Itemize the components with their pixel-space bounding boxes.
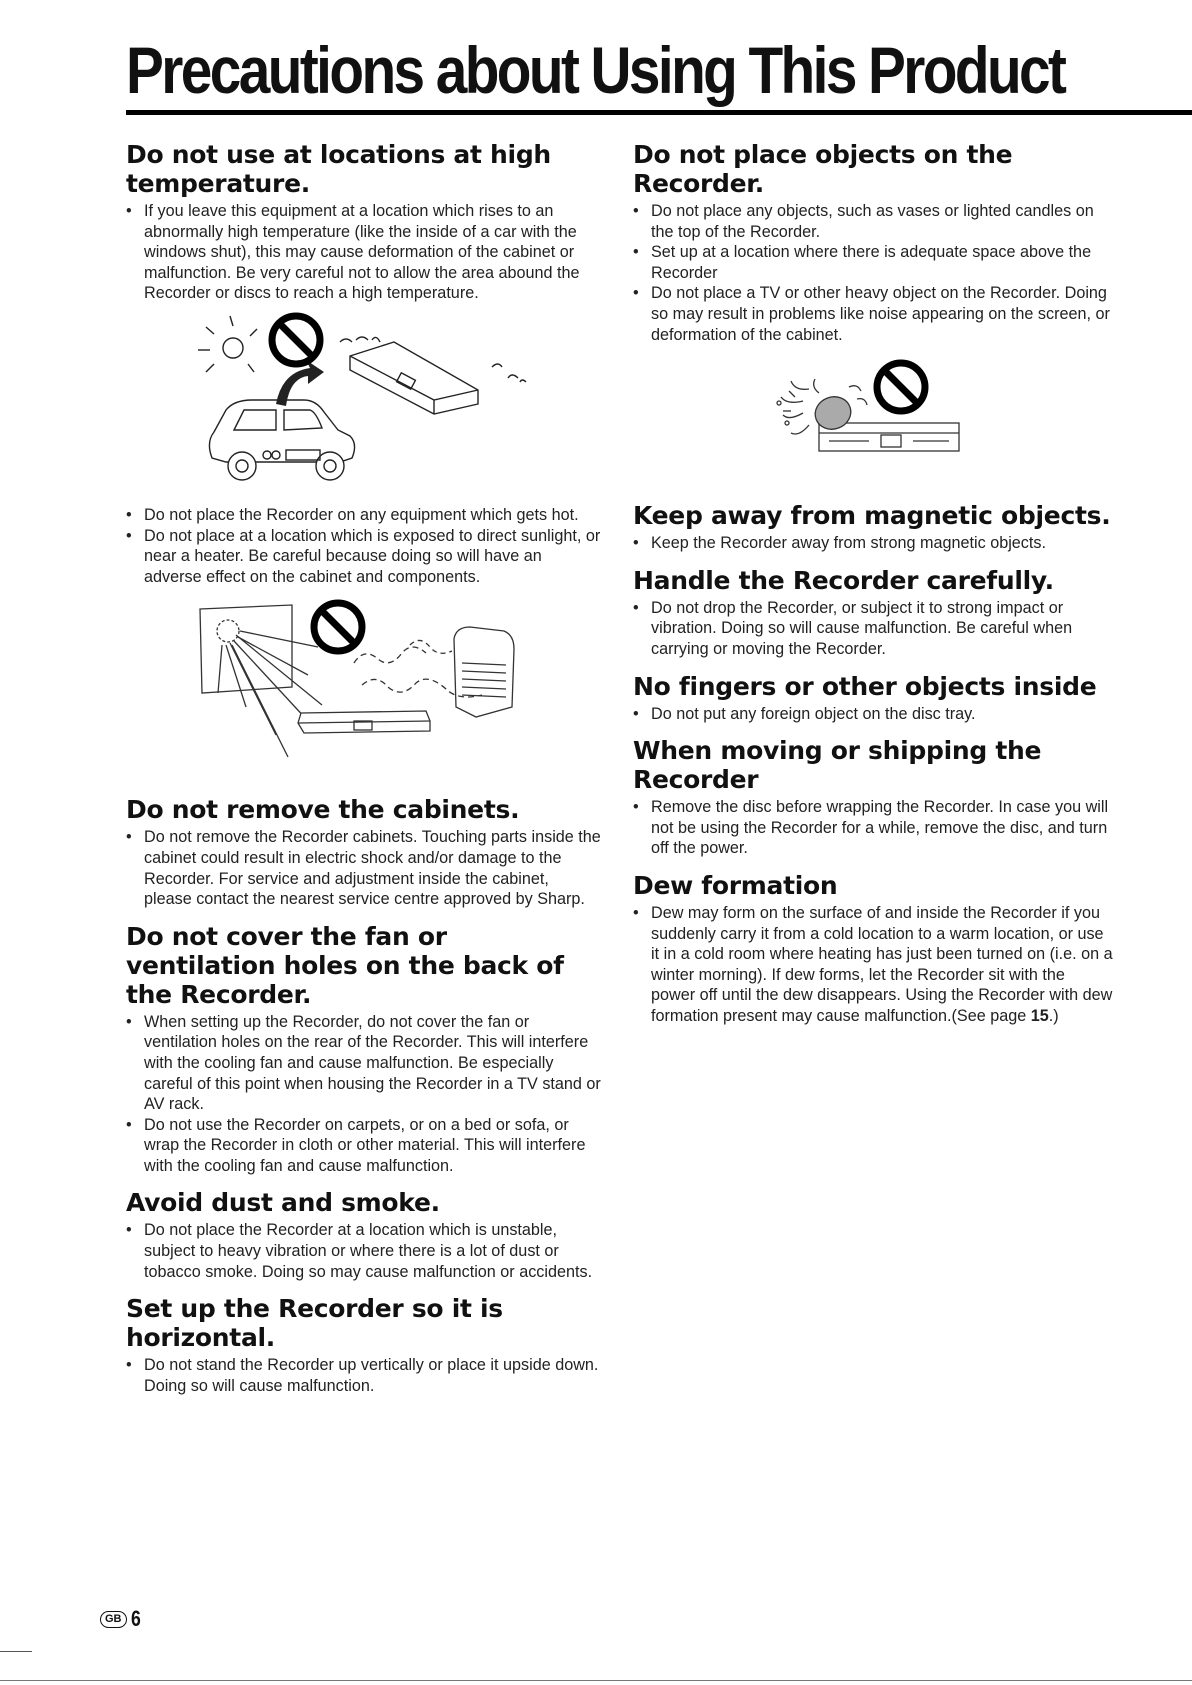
page-number: 6 [130, 1606, 141, 1631]
list-item: • Do not stand the Recorder up vertically or place it upside down. Doing so will cause malfunction. [126, 1356, 599, 1395]
car-sun-illustration [126, 312, 601, 497]
section-fingers [633, 672, 1113, 725]
list-item: • Do not use the Recorder on carpets, or on a bed or sofa, or wrap the Recorder in cloth or other material. This will interfere with the cooling fan and cause malfunction. [126, 1115, 586, 1175]
heading-objects: Do not place objects on the Recorder. [633, 140, 1013, 198]
bullet-list [126, 1012, 601, 1177]
heading-cabinets: Do not remove the cabinets. [126, 795, 520, 825]
bullet-list [633, 797, 1113, 859]
list-item: • Dew may form on the surface of and inside the Recorder if you suddenly carry it from a cold location to a warm location, or use it in a cold room where heating has just been turned on (i.e. on a winter morning). If dew forms, let the Recorder sit with the power off until the dew disappears. Using the Recorder with dew formation present may cause malfunction.(See page 15.) [633, 903, 1113, 1025]
section-horizontal [126, 1294, 601, 1396]
list-item: • Do not remove the Recorder cabinets. Touching parts inside the cabinet could result in electric shock and/or damage to the Recorder. For service and adjustment inside the cabinet, please contact the nearest service centre approved by Sharp. [126, 828, 601, 909]
bullet-list [126, 201, 601, 304]
list-item: • Set up at a location where there is adequate space above the Recorder [633, 243, 1092, 282]
list-item: • Do not place any objects, such as vases or lighted candles on the top of the Recorder. [633, 202, 1094, 241]
bullet-list [126, 1220, 601, 1282]
section-fan [126, 922, 601, 1177]
bullet-list [126, 827, 601, 909]
vase-on-recorder-illustration [633, 353, 1113, 471]
list-item: • Do not place the Recorder at a location which is unstable, subject to heavy vibration or where there is a lot of dust or tobacco smoke. Doing so may cause malfunction or accidents. [126, 1221, 593, 1281]
list-item: • Do not drop the Recorder, or subject it to strong impact or vibration. Doing so will cause malfunction. Be careful when carrying or moving the Recorder. [633, 598, 1073, 658]
list-item: • Do not place the Recorder on any equipment which gets hot. [126, 505, 579, 524]
section-cabinets [126, 795, 601, 909]
section-magnetic [633, 501, 1113, 554]
page-footer [100, 1606, 143, 1632]
list-item: • Do not place a TV or other heavy object on the Recorder. Doing so may result in problems like noise appearing on the screen, or deformation of the cabinet. [633, 284, 1110, 344]
list-item: • Do not place at a location which is exposed to direct sunlight, or near a heater. Be careful because doing so will have an adverse effect on the cabinet and components. [126, 526, 601, 586]
section-dew [633, 871, 1113, 1027]
left-column [126, 140, 601, 1396]
heading-magnetic: Keep away from magnetic objects. [633, 501, 1111, 531]
list-item: • Keep the Recorder away from strong magnetic objects. [633, 534, 1046, 553]
section-objects [633, 140, 1113, 471]
corner-rule [0, 1651, 32, 1652]
region-badge: GB [100, 1611, 127, 1628]
bullet-list [633, 533, 1113, 554]
heading-dew: Dew formation [633, 870, 838, 900]
heading-dust: Avoid dust and smoke. [126, 1188, 440, 1218]
bullet-list [633, 598, 1113, 660]
heading-high-temperature: Do not use at locations at high temperature. [126, 140, 551, 198]
section-high-temperature [126, 140, 601, 765]
bullet-list [633, 903, 1113, 1027]
list-item: • If you leave this equipment at a location which rises to an abnormally high temperature (like the inside of a car with the windows shut), this may cause deformation of the cabinet or malfunction. Be very careful not to allow the area abound the Recorder or discs to reach a high temperature. [126, 202, 580, 303]
bullet-list [633, 704, 1113, 725]
title-rule [126, 110, 1192, 115]
heading-horizontal: Set up the Recorder so it is horizontal. [126, 1294, 503, 1353]
bottom-rule [0, 1680, 1192, 1681]
page-reference: 15 [1030, 1006, 1049, 1025]
bullet-list [633, 201, 1113, 345]
list-item: • When setting up the Recorder, do not cover the fan or ventilation holes on the rear of the Recorder. This will interfere with the cooling fan and cause malfunction. Be especially careful of this point when housing the Recorder in a TV stand or AV rack. [126, 1012, 601, 1114]
section-handle [633, 566, 1113, 660]
page-title: Precautions about Using This Product [126, 33, 1065, 107]
sunlight-heater-illustration [126, 595, 601, 765]
bullet-list [126, 1355, 601, 1396]
section-dust [126, 1188, 601, 1282]
section-moving [633, 736, 1113, 859]
list-item: • Do not put any foreign object on the disc tray. [633, 704, 976, 723]
heading-fingers: No fingers or other objects inside [633, 671, 1097, 701]
heading-handle: Handle the Recorder carefully. [633, 565, 1054, 595]
heading-moving: When moving or shipping the Recorder [633, 736, 1042, 795]
right-column [633, 140, 1113, 1026]
list-item: • Remove the disc before wrapping the Recorder. In case you will not be using the Recorder for a while, remove the disc, and turn off the power. [633, 798, 1109, 858]
bullet-list [126, 505, 601, 587]
heading-fan: Do not cover the fan or ventilation holes on the back of the Recorder. [126, 921, 564, 1009]
